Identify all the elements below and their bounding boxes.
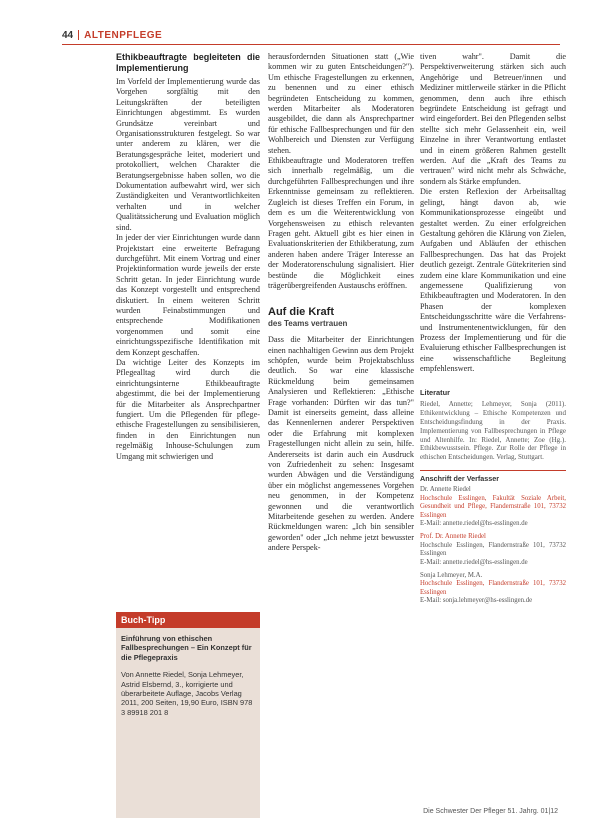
author-mail[interactable]: E-Mail: annette.riedel@hs-esslingen.de: [420, 558, 528, 566]
paragraph: Da wichtige Leiter des Konzepts im Pflegealltag wird durch die einrichtungsinterne Ethikbeauftragte abgestimmt, die bei der Implementierung für die Mitarbeiter als Ansprechpartner fungiert. Um die Pflegenden für pflege-ethische Fragestellungen zu sensibilisieren, finden in den Einrichtungen nun regelmäßig Inhouse-Schulungen zum Umgang mit schwierigen und: [116, 357, 260, 461]
author-mail[interactable]: E-Mail: annette.riedel@hs-esslingen.de: [420, 520, 528, 527]
paragraph: Die ersten Reflexion der Arbeitsalltag gelingt, hängt davon ab, wie Kommunikationsprozesse eingeübt und gestaltet werden. Zu einer erfolgreichen Gestaltung gehören die Klärung von Zielen, Aufgaben und Abläufen der ethischen Fallbesprechungen. Das hat das Projekt deutlich gezeigt. Zentrale Gütekriterien sind zudem eine klare Kommunikation und eine angemessene Qualifizierung von Ethikbeauftragten und Moderatoren. In den Phasen der komplexen Entscheidungsschritte wäre die Verfahrens- und Instrumentenentwicklungen, für den Prozess der Implementierung und für die Evaluierung ethischer Fallbesprechungen ist eine wissenschaftliche Begleitung empfehlenswert.: [420, 187, 566, 374]
paragraph: Im Vorfeld der Implementierung wurde das Vorgehen sorgfältig mit den Leitungskräften der beteiligten Einrichtungen abgestimmt. Es wurden Grundsätze vereinbart und Organisationsstrukturen festgelegt. So war unter anderem zu klären, wer die Beratungsgespräche leitet, moderiert und protokolliert, welchen Charakter die Beratungsergebnisse haben sollen, wo die Dokumentation aufbewahrt wird, wer sich Zuständigkeiten und Verantwortlichkeiten verhalten und in welcher Qualitätssicherung und Evaluation möglich sind.: [116, 77, 260, 232]
page-number: 44: [62, 29, 74, 41]
section-title: ALTENPFLEGE: [84, 29, 163, 41]
author-entry: [420, 486, 566, 528]
paragraph: tiven wahr". Damit die Perspektiverweiterung stärken sich auch Angehörige und Betreuer/innen und Mediziner mittlerweile stärker in die Pflicht genommen, denn auch ihre ethisch begründete Entscheidung ist gefragt und wird eingefordert. Bei den Pflegenden selbst stellte sich mehr Gelassenheit ein, weil Einzelne in ihrer Verantwortung entlastet und in einem größeren Rahmen gestellt werden. Auf die „Kraft des Teams zu vertrauen" wird nicht mehr als Schwäche, sondern als Stärke empfunden.: [420, 52, 566, 186]
header-rule: [62, 44, 560, 45]
book-tip-label: Buch-Tipp: [116, 612, 260, 628]
column-2: [268, 52, 414, 554]
book-details: Von Annette Riedel, Sonja Lehmeyer, Astrid Elsbernd, 3., korrigierte und überarbeitete Auflage, Jacobs Verlag 2011, 200 Seiten, 19,90 Euro, ISBN 978 3 89918 201 8: [121, 670, 253, 717]
author-name: Prof. Dr. Annette Riedel: [420, 533, 486, 541]
section-kraft: [268, 307, 414, 553]
column-3: [420, 52, 566, 611]
page-footer: Die Schwester Der Pfleger 51. Jahrg. 01|12: [423, 808, 558, 815]
book-tip-box: [116, 612, 260, 826]
authors-heading: Anschrift der Verfasser: [420, 473, 500, 483]
author-detail: Hochschule Esslingen, Flandernstraße 101, 73732 Esslingen: [420, 580, 566, 596]
author-detail: Hochschule Esslingen, Fakultät Soziale Arbeit, Gesundheit und Pflege, Flandernstraße 101, 73732 Esslingen: [420, 494, 566, 519]
page-header: [62, 28, 162, 42]
author-detail: Hochschule Esslingen, Flandernstraße 101, 73732 Esslingen: [420, 541, 566, 558]
paragraph: herausfordernden Situationen statt („Wie kommen wir zu guten Entscheidungen?"). Um ethische Fragestellungen zu erkennen, zu benennen und zu einer ethisch begründeten Entscheidung zu kommen, werden Mitarbeiter als Moderatoren ausgebildet, die dann als Ansprechpartner für ethische Fallbesprechungen und für den Wohlbereich und Diensten zur Verfügung stehen.: [268, 52, 414, 155]
book-title: Einführung von ethischen Fallbesprechungen – Ein Konzept für die Pflegepraxis: [121, 634, 252, 662]
author-mail[interactable]: E-Mail: sonja.lehmeyer@hs-esslingen.de: [420, 597, 533, 605]
literature-section: [420, 389, 566, 462]
author-name: Sonja Lehmeyer, M.A.: [420, 572, 483, 580]
literature-heading: Literatur: [420, 387, 450, 397]
paragraph: Dass die Mitarbeiter der Einrichtungen einen nachhaltigen Gewinn aus dem Projekt schöpfen, wurde beim Projektabschluss deutlich. So war eine klassische Rückmeldung beim gemeinsamen Analysieren und Reflektieren: „Ethische Frage vorhanden: Dürften wir das tun?" Damit ist einerseits gemeint, dass alleine das Kennenlernen anderer Perspektiven oder die Erfahrung mit komplexen Fragestellungen nicht allein zu sein, hilfe. Andererseits ist darin auch ein Ausdruck von Zufriedenheit zu sehen: Insgesamt wurden Abwägen und die Verständigung über ein möglichst angemessenes Vorgehen neu genommen, in der Kompetenz gewonnen und die verantwortlich Mitarbeitende gesehen zu werden. Andere Rückmeldungen waren: „Ich bin sensibler geworden" oder „Ich nehme jetzt bewusster andere Perspek-: [268, 335, 414, 553]
author-entry: [420, 533, 566, 567]
column-1: [116, 52, 260, 462]
subheading-ethikbeauftragte: Ethikbeauftragte begleiteten die Implementierung: [116, 52, 260, 73]
section-heading: Auf die Kraft: [268, 306, 334, 319]
paragraph: Ethikbeauftragte und Moderatoren treffen sich innerhalb regelmäßig, um die durchgeführten Fallbesprechungen und ihre Erkenntnisse gemeinsam zu reflektieren. Zugleich ist dieses Treffen ein Forum, in dem es um die Weiterentwicklung von Vorgehensweisen zu ethisch relevanten Fragen geht. Aktuell gibt es hier einen in Evaluationskriterien der Ethikberatung, zum anderen haben andere Träger Interesse an der Moderatorenschulung signalisiert. Hier bestünde die Möglichkeit eines trägerübergreifenden Austauschs eröffnen.: [268, 156, 414, 290]
section-subheading: des Teams vertrauen: [268, 318, 348, 328]
author-entry: [420, 572, 566, 606]
author-name: Dr. Annette Riedel: [420, 486, 471, 494]
literature-text: Riedel, Annette; Lehmeyer, Sonja (2011). Ethikentwicklung – Ethische Kompetenzen und Entscheidungsfindung in der Praxis. Implementierung von Fallbesprechungen in Pflege und Altenhilfe. In: Riedel, Annette; Zoe (Hg.). Ethikbewusstsein. Pflege. Zur Rolle der Pflege in ethischen Entscheidungen. Verlag, Stuttgart.: [420, 400, 566, 462]
header-separator: [78, 30, 79, 40]
book-tip-body: [116, 628, 260, 818]
authors-section: [420, 470, 566, 606]
paragraph: In jeder der vier Einrichtungen wurde dann Projektstart eine erweiterte Befragung durchgeführt. Mit einem Vortrag und einer Projektinformation wurde jeweils der erste Schritt getan. In jeder Einrichtung wurde das Konzept vorgestellt und entsprechend diskutiert. In einem weiteren Schritt wurden Feinabstimmungen und entsprechende Modifikationen vorgenommen und somit eine einrichtungsspezifische Identifikation mit dem Konzept geschaffen.: [116, 233, 260, 357]
